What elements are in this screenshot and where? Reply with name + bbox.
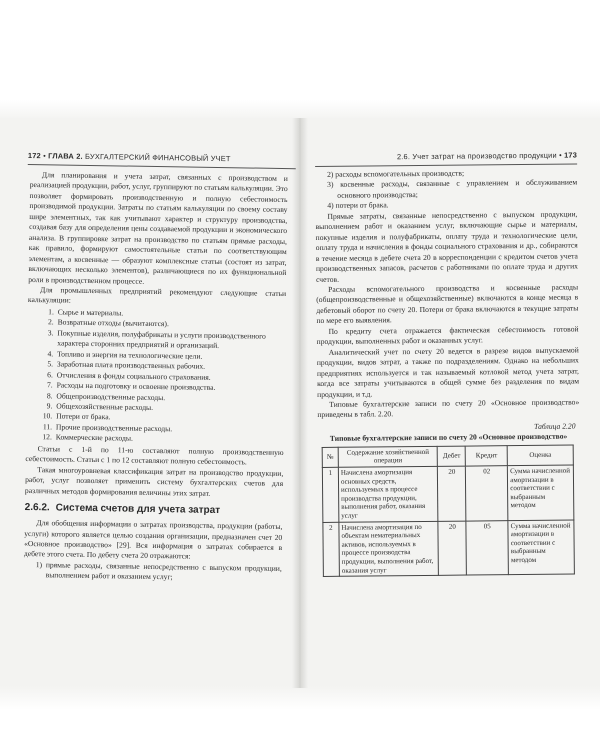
table-row <box>323 520 575 577</box>
right-page <box>315 167 582 679</box>
list-intro: Для промышленных предприятий рекомендуют следующие статьи калькуляции: <box>27 285 287 306</box>
list-item: 4) потери от брака. <box>327 200 389 211</box>
list-item: 6. Отчисления в фонды социального страхования. <box>55 370 285 384</box>
section-number: 2.6.2. <box>24 502 50 514</box>
column-header: Кредит <box>466 445 508 466</box>
section-heading <box>25 501 283 518</box>
page-top-margin <box>0 100 600 120</box>
debit-list-right <box>315 167 577 211</box>
section-ref: 2.6. <box>396 152 411 162</box>
table-title: Типовые бухгалтерские записи по счету 20 «Основное производство» <box>329 431 568 444</box>
list-item: 4. Топливо и энергия на технологические цели. <box>55 349 285 363</box>
column-header: Оценка <box>507 445 573 466</box>
direct-costs-paragraph: Прямые затраты, связанные непосредственно с выпуском продукции, выполнением работ и оказанием услуг, включающие сырье и материалы, покупные изделия и полуфабрикаты, оплату труда и технологические цели, оплату труда и начисления в фонды социального страхования и др., собираются в течение месяца в дебете счета 20 в корреспонденции с кредитом счетов учета производственных запасов, расчетов с работниками по оплате труда и других счетов. <box>315 209 578 284</box>
column-header: Содержание хозяйственной операции <box>338 446 438 467</box>
list-item: 2. Возвратные отходы (вычитаются). <box>56 318 286 332</box>
chapter-label: ГЛАВА 2. <box>48 151 83 161</box>
list-item: 2) расходы вспомогательных производств; <box>326 168 465 179</box>
section-ref-title: Учет затрат на производство продукции <box>412 150 557 162</box>
operation-cell: Начислена амортизация основных средств, используемых в процессе производства продукции, выполнения работ, оказания услуг <box>338 466 438 522</box>
typical-entries-paragraph: Типовые бухгалтерские записи по счету 20 «Основное производство» приведены в табл. 2.20. <box>317 397 580 420</box>
running-head-right: 2.6. Учет затрат на производство продукции • 173 <box>315 150 577 167</box>
list-item: 11. Прочие производственные расходы. <box>54 422 284 436</box>
table-header-row <box>322 445 573 468</box>
row-number: 2 <box>323 522 339 577</box>
page-number-right: 173 <box>564 150 578 160</box>
section-title: Система счетов для учета затрат <box>55 502 221 517</box>
auxiliary-costs-paragraph: Расходы вспомогательного производства и косвенные расходы (общепроизводственные и общехозяйственные) включаются в конце месяца в дебетовый оборот по счету 20. Потери от брака включаются в текущие затраты по мере его выявления. <box>316 282 579 326</box>
debit-list-left <box>24 560 282 585</box>
list-item: 1. Сырье и материалы. <box>56 307 286 321</box>
left-page <box>22 170 288 684</box>
intro-paragraph: Для планирования и учета затрат, связанных с производством и реализацией продукции, работ, услуг, группируют по статьям калькуляции. Это позволяет формировать производственную и полную себестоимость производимой продукции. Затраты по статьям калькуляции по своему составу шире элементных, так как учитывают характер и структуру производства, создавая базу для определения цены создаваемой продукции и экономического анализа. В группировке затрат на производство по статьям прямые расходы, как правило, формируют самостоятельные статьи по соответствующим элементам, а косвенные — образуют комплексные статьи (состоят из затрат, включающих несколько элементов), различающиеся по их функциональной роли в производственном процессе. <box>28 170 288 286</box>
running-head-left: 172 • ГЛАВА 2. БУХГАЛТЕРСКИЙ ФИНАНСОВЫЙ УЧЕТ <box>28 151 296 169</box>
page-number-left: 172 <box>27 151 41 161</box>
chapter-title: БУХГАЛТЕРСКИЙ ФИНАНСОВЫЙ УЧЕТ <box>85 151 231 164</box>
debit-cell: 20 <box>438 466 466 521</box>
column-header: Дебет <box>438 446 466 466</box>
valuation-cell: Сумма начисленной амортизации в соответствии с выбранным методом <box>508 520 574 575</box>
section-paragraph: Для обобщения информации о затратах производства, продукции (работы, услуги) которого является целью создания организации, предназначен счет 20 «Основное производство» [29]. Вся информация о затратах собирается в дебете этого счета. По дебету счета 20 отражаются: <box>23 518 283 561</box>
cost-items-list <box>26 307 286 447</box>
operation-cell: Начислена амортизация по объектам нематериальных активов, используемых в процессе производства продукции, выполнения работ, оказания услуг <box>339 521 439 577</box>
list-item: 7. Расходы на подготовку и освоение производства. <box>55 380 285 394</box>
book-gutter <box>292 118 308 688</box>
page-bottom-margin <box>0 686 600 710</box>
list-item: 3) косвенные расходы, связанные с управлением и обслуживанием основного производства; <box>327 177 578 200</box>
credit-paragraph: По кредиту счета отражается фактическая себестоимость готовой продукции, выполненных работ и оказанных услуг. <box>316 324 579 347</box>
list-item: 3. Покупные изделия, полуфабрикаты и услуги производственного характера сторонних предприятий и организаций. <box>55 328 285 353</box>
credit-cell: 05 <box>466 520 508 575</box>
postings-table <box>322 444 575 577</box>
row-number: 1 <box>322 467 338 522</box>
list-item: 8. Общепроизводственные расходы. <box>54 391 284 405</box>
analytic-paragraph: Аналитический учет по счету 20 ведется в разрезе видов выпускаемой продукции, видов затрат, а также по подразделениям. Однако на небольших предприятиях используется и так называемый котловой метод учета затрат, когда все затраты учитываются в общей сумме без разделения по видам продукции, и т.д. <box>316 345 580 399</box>
after-list-paragraph-1: Статьи с 1-й по 11-ю составляют полную производственную себестоимость. Статьи с 1 по 12 составляют полную себестоимость. <box>25 443 284 467</box>
list-item: 12. Коммерческие расходы. <box>54 433 284 447</box>
list-item: 5. Заработная плата производственных рабочих. <box>55 360 285 374</box>
column-header: № <box>322 447 338 467</box>
after-list-paragraph-2: Такая многоуровневая классификация затрат на производство продукции, работ, услуг позволяет применить систему бухгалтерских счетов для различных методов формирования величины этих затрат. <box>24 464 284 498</box>
table-label: Таблица 2.20 <box>534 421 576 431</box>
list-item: 9. Общехозяйственные расходы. <box>54 401 284 415</box>
table-row <box>322 465 574 522</box>
credit-cell: 02 <box>466 466 508 521</box>
list-item: 10. Потери от брака. <box>54 412 284 426</box>
list-item: 1) прямые расходы, связанные непосредственно с выпуском продукции, выполнением работ и оказанием услуг; <box>35 559 282 582</box>
debit-cell: 20 <box>438 521 466 576</box>
valuation-cell: Сумма начисленной амортизации в соответствии с выбранным методом <box>508 465 574 520</box>
